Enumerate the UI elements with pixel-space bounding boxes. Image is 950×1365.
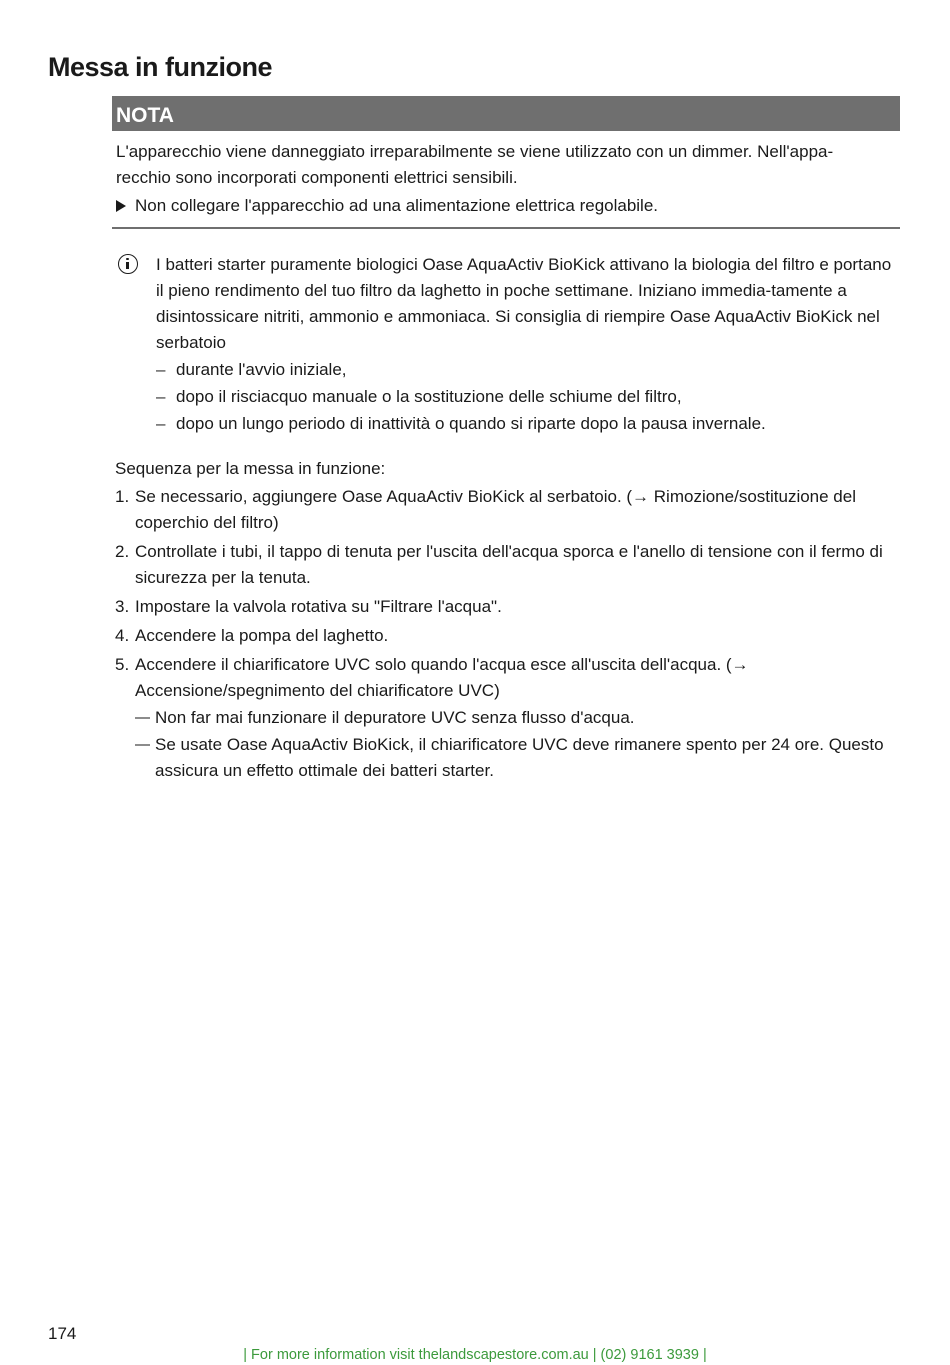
step-number: 5.	[115, 655, 130, 674]
info-list	[156, 357, 900, 437]
step-number: 1.	[115, 487, 130, 506]
triangle-right-icon	[116, 200, 126, 212]
step-item	[115, 539, 900, 591]
page-title: Messa in funzione	[48, 52, 273, 82]
page-number: 174	[48, 1324, 77, 1343]
step-item	[115, 594, 900, 620]
step-text: Accendere la pompa del laghetto.	[135, 626, 389, 645]
list-item: – dopo un lungo periodo di inattività o quando si riparte dopo la pausa invernale.	[156, 411, 900, 437]
step-item	[115, 652, 900, 784]
step-bullets	[135, 705, 900, 784]
sequence-intro: Sequenza per la messa in funzione:	[115, 459, 386, 478]
step-item	[115, 484, 900, 536]
list-item: – dopo il risciacquo manuale o la sostituzione delle schiume del filtro,	[156, 384, 900, 410]
step-number: 4.	[115, 626, 130, 645]
list-item: — Se usate Oase AquaActiv BioKick, il chiarificatore UVC deve rimanere spento per 24 ore. Questo assicura un effetto ottimale dei batteri starter.	[135, 732, 900, 784]
info-icon	[118, 254, 138, 274]
list-item: – durante l'avvio iniziale,	[156, 357, 900, 383]
note-body	[112, 131, 900, 229]
steps-list	[115, 484, 900, 784]
list-item: — Non far mai funzionare il depuratore UVC senza flusso d'acqua.	[135, 705, 900, 731]
note-action	[116, 193, 880, 219]
info-block	[115, 252, 900, 438]
step-item	[115, 623, 900, 649]
note-heading: NOTA	[112, 96, 900, 131]
note-box	[112, 96, 900, 229]
step-text: Se necessario, aggiungere Oase AquaActiv BioKick al serbatoio. (→ Rimozione/sostituzione del coperchio del filtro)	[135, 487, 856, 532]
footer-text: | For more information visit thelandscapestore.com.au | (02) 9161 3939 |	[243, 1347, 707, 1363]
step-text: Controllate i tubi, il tappo di tenuta per l'uscita dell'acqua sporca e l'anello di tensione con il fermo di sicurezza per la tenuta.	[135, 542, 883, 587]
step-text: Accendere il chiarificatore UVC solo quando l'acqua esce all'uscita dell'acqua. (→ Accensione/spegnimento del chiarificatore UVC)	[135, 655, 749, 700]
info-text: I batteri starter puramente biologici Oase AquaActiv BioKick attivano la biologia del filtro e portano il pieno rendimento del tuo filtro da laghetto in poche settimane. Iniziano immedia-tamente a disintossicare nitriti, ammonio e ammoniaca. Si consiglia di riempire Oase AquaActiv BioKick nel serbatoio	[156, 255, 892, 352]
step-number: 3.	[115, 597, 130, 616]
note-action-text: Non collegare l'apparecchio ad una alimentazione elettrica regolabile.	[135, 196, 659, 215]
step-number: 2.	[115, 542, 130, 561]
step-text: Impostare la valvola rotativa su "Filtrare l'acqua".	[135, 597, 502, 616]
note-text: L'apparecchio viene danneggiato irreparabilmente se viene utilizzato con un dimmer. Nell'appa-recchio sono incorporati componenti elettrici sensibili.	[116, 142, 834, 187]
sequence-section	[115, 456, 900, 787]
